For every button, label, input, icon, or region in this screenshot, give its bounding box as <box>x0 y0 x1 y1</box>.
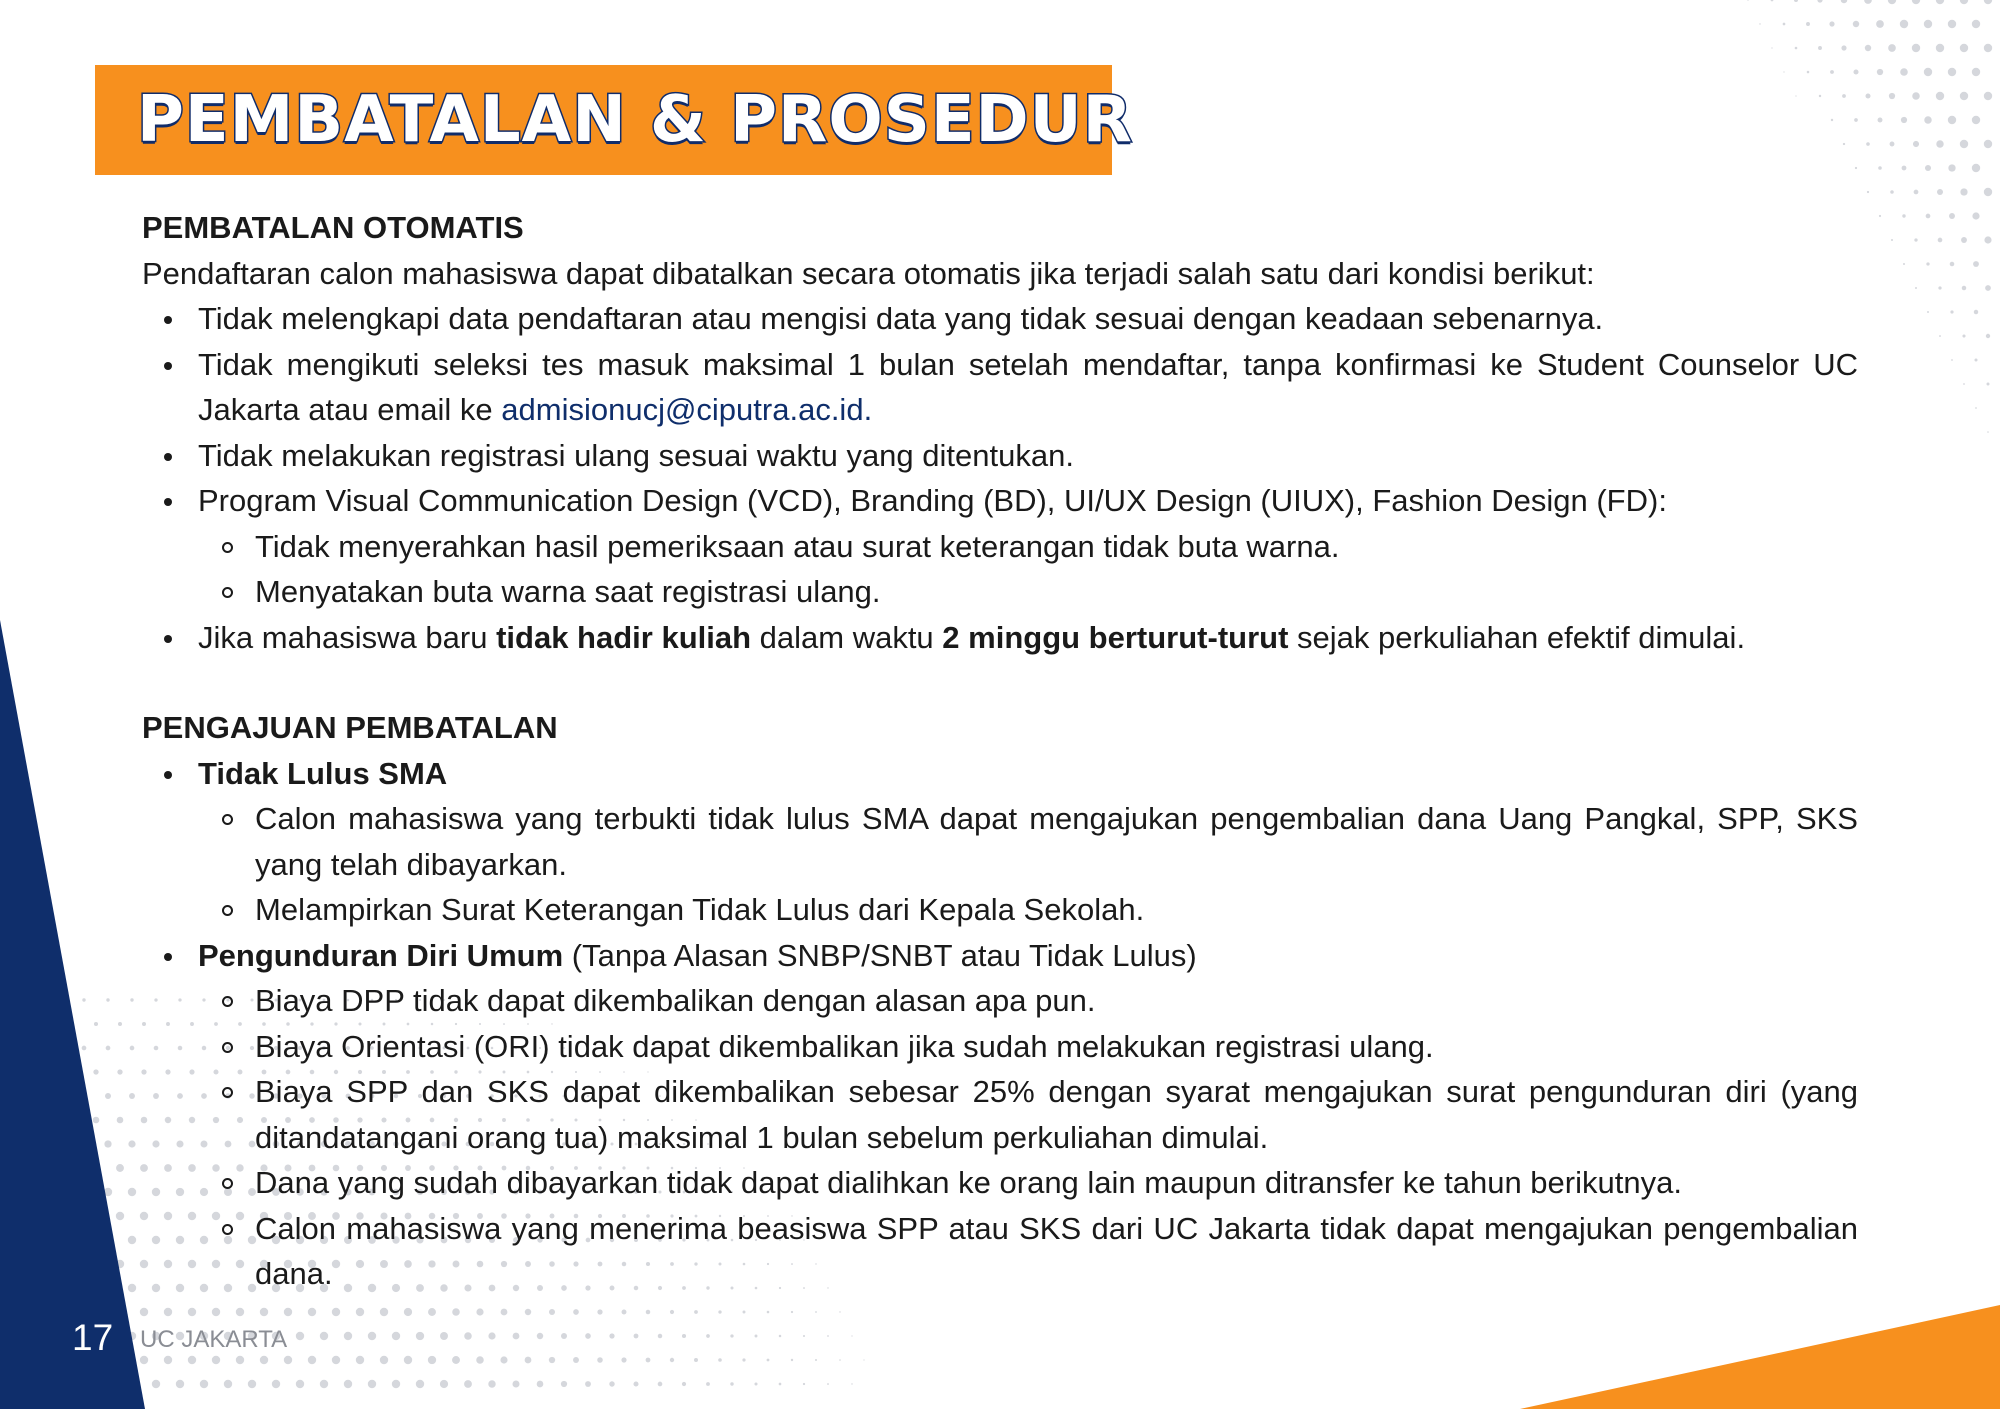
decor-dot <box>116 1212 124 1220</box>
decor-dot <box>718 1358 722 1362</box>
decor-dot <box>1807 71 1810 74</box>
decor-dot <box>1889 93 1895 99</box>
decor-dot <box>1972 164 1980 172</box>
decor-dot <box>1878 118 1883 123</box>
sub-list-item: Biaya DPP tidak dapat dikembalikan dengan alasan apa pun. <box>198 978 1858 1024</box>
decor-dot <box>767 1359 770 1362</box>
decor-dot <box>82 998 85 1001</box>
decor-dot <box>129 1093 135 1099</box>
decor-dot <box>585 1381 591 1387</box>
decor-dot <box>404 1308 412 1316</box>
decor-dot <box>1855 167 1857 169</box>
decor-dot <box>1973 261 1979 267</box>
decor-dot <box>1984 236 1991 243</box>
decor-dot <box>1974 310 1978 314</box>
decor-dot <box>742 1358 745 1361</box>
decor-dot <box>1771 0 1774 1</box>
decor-dot <box>694 1358 698 1362</box>
decor-dot <box>609 1381 614 1386</box>
decor-dot <box>1830 70 1834 74</box>
decor-dot <box>1902 214 1905 217</box>
decor-dot <box>839 1311 840 1312</box>
decor-dot <box>1960 140 1968 148</box>
decor-dot <box>128 1140 135 1147</box>
decor-dot <box>128 1236 136 1244</box>
decor-dot <box>1879 215 1881 217</box>
decor-dot <box>392 1380 400 1388</box>
decor-dot <box>308 1308 316 1316</box>
decor-dot <box>706 1382 710 1386</box>
decor-dot <box>1960 44 1968 52</box>
decor-dot <box>1987 431 1989 433</box>
section-heading-cancellation-request: PENGAJUAN PEMBATALAN <box>142 710 558 745</box>
decor-dot <box>1939 335 1941 337</box>
decor-dot <box>500 1356 507 1363</box>
decor-dot <box>1986 334 1990 338</box>
decor-dot <box>1829 21 1834 26</box>
page-number: 17 <box>72 1317 114 1358</box>
decor-dot <box>646 1358 651 1363</box>
decor-dot <box>1972 68 1980 76</box>
decor-dot <box>1960 0 1968 4</box>
decor-dot <box>356 1356 364 1364</box>
decor-dot <box>803 1335 805 1337</box>
decor-dot <box>1948 20 1956 28</box>
decor-dot <box>1951 359 1953 361</box>
decor-dot <box>1984 140 1992 148</box>
decor-dot <box>561 1381 567 1387</box>
decor-dot <box>682 1382 686 1386</box>
decor-dot <box>1866 142 1870 146</box>
decor-dot <box>633 1381 638 1386</box>
title-banner <box>95 65 1133 175</box>
decor-dot <box>1926 214 1931 219</box>
decor-dot <box>573 1357 579 1363</box>
decor-dot <box>839 1359 841 1361</box>
decor-dot <box>296 1332 304 1340</box>
decor-dot <box>525 1357 532 1364</box>
decor-dot <box>1948 164 1955 171</box>
decor-dot <box>404 1356 412 1364</box>
decor-dot <box>1984 188 1992 196</box>
decor-dot <box>609 1333 614 1338</box>
decor-dot <box>1924 20 1932 28</box>
decor-dot <box>1854 118 1858 122</box>
decor-dot <box>573 1309 579 1315</box>
decor-dot <box>1878 166 1882 170</box>
decor-dot <box>106 1046 111 1051</box>
decor-dot <box>537 1333 543 1339</box>
list-item: Pengunduran Diri Umum (Tanpa Alasan SNBP/SNBT atau Tidak Lulus) Biaya DPP tidak dapat dikembalikan dengan alasan apa pun. Biaya Orientasi (ORI) tidak dapat dikembalikan jika sudah melakukan registrasi ulang. Biaya SPP dan SKS dapat dikembalikan sebesar 25% dengan syarat mengajukan surat pengunduran diri (yang ditandatangani orang tua) maksimal 1 bulan sebelum perkuliahan dimulai. Dana yang sudah dibayarkan tidak dapat dialihkan ke orang lain maupun ditransfer ke tahun berikutnya. Calon mahasiswa yang menerima beasiswa SPP atau SKS dari UC Jakarta tidak dapat mengajukan pengembalian dana. <box>142 933 1858 1297</box>
decor-dot <box>1950 310 1953 313</box>
decor-dot <box>82 1046 87 1051</box>
list-item: Program Visual Communication Design (VCD), Branding (BD), UI/UX Design (UIUX), Fashion Design (FD): Tidak menyerahkan hasil pemeriksaan atau surat keterangan tidak buta warna. Menyatakan buta warna saat registrasi ulang. <box>142 478 1858 615</box>
decor-dot <box>682 1334 686 1338</box>
list-item: Tidak Lulus SMA Calon mahasiswa yang terbukti tidak lulus SMA dapat mengajukan pengembalian dana Uang Pangkal, SPP, SKS yang telah dibayarkan. Melampirkan Surat Keterangan Tidak Lulus dari Kepala Sekolah. <box>142 751 1858 933</box>
decor-dot <box>1963 383 1965 385</box>
decor-dot <box>827 1383 829 1385</box>
decor-dot <box>464 1380 472 1388</box>
decor-dot <box>332 1356 340 1364</box>
decor-dot <box>416 1332 424 1340</box>
decor-dot <box>815 1359 817 1361</box>
decor-dot <box>791 1311 793 1313</box>
decor-dot <box>200 1380 208 1388</box>
decor-dot <box>1914 190 1919 195</box>
decor-dot <box>1783 71 1784 72</box>
decor-dot <box>779 1383 782 1386</box>
decor-dot <box>1853 69 1858 74</box>
decor-dot <box>1915 287 1917 289</box>
decor-dot <box>597 1309 602 1314</box>
decor-dot <box>116 1164 124 1172</box>
decor-dot <box>851 1383 852 1384</box>
decor-dot <box>1949 213 1955 219</box>
decor-dot <box>428 1356 436 1364</box>
decor-dot <box>296 1380 304 1388</box>
decor-dot <box>1974 358 1977 361</box>
decor-dot <box>140 1356 148 1364</box>
decor-dot <box>1864 0 1872 4</box>
decor-dot <box>130 1046 135 1051</box>
decor-dot <box>1987 383 1990 386</box>
decor-dot <box>1903 263 1905 265</box>
decor-dot <box>152 1380 160 1388</box>
cancellation-request-list <box>142 751 1858 1297</box>
decor-dot <box>1937 189 1943 195</box>
main-content <box>142 205 1858 1297</box>
decor-dot <box>1842 94 1846 98</box>
sub-list <box>198 796 1858 933</box>
decor-dot <box>1747 0 1748 1</box>
decor-dot <box>1936 92 1944 100</box>
decor-dot <box>730 1334 733 1337</box>
decor-dot <box>1924 116 1931 123</box>
decor-dot <box>1843 143 1845 145</box>
decor-dot <box>1900 68 1908 76</box>
decor-dot <box>670 1310 674 1314</box>
decor-dot <box>755 1335 758 1338</box>
decor-dot <box>779 1335 782 1338</box>
decor-dot <box>128 1188 136 1196</box>
decor-dot <box>1927 311 1929 313</box>
decor-dot <box>1985 285 1991 291</box>
decor-dot <box>1961 237 1967 243</box>
list-item: Jika mahasiswa baru tidak hadir kuliah dalam waktu 2 minggu berturut-turut sejak perkuliahan efektif dimulai. <box>142 615 1858 661</box>
decor-dot <box>622 1310 627 1315</box>
section-heading-automatic-cancellation: PEMBATALAN OTOMATIS <box>142 210 524 245</box>
decor-dot <box>1962 334 1965 337</box>
decor-dot <box>212 1308 220 1316</box>
decor-dot <box>94 1022 98 1026</box>
decor-dot <box>476 1308 483 1315</box>
decor-dot <box>1901 117 1907 123</box>
decor-dot <box>1912 92 1920 100</box>
sub-list <box>198 978 1858 1297</box>
decor-dot <box>597 1357 603 1363</box>
decor-dot <box>501 1309 508 1316</box>
decor-dot <box>1984 44 1992 52</box>
decor-dot <box>248 1380 256 1388</box>
decor-dot <box>164 1356 172 1364</box>
decor-dot <box>1912 0 1920 4</box>
decor-dot <box>416 1380 424 1388</box>
sub-list-item: Melampirkan Surat Keterangan Tidak Lulus dari Kepala Sekolah. <box>198 887 1858 933</box>
decor-dot <box>585 1333 591 1339</box>
decor-dot <box>368 1332 376 1340</box>
decor-dot <box>1936 0 1944 4</box>
decor-dot <box>791 1359 793 1361</box>
decor-dot <box>621 1357 626 1362</box>
decor-dot <box>513 1333 520 1340</box>
decor-dot <box>1841 45 1846 50</box>
decor-dot <box>1890 190 1894 194</box>
decor-dot <box>236 1356 244 1364</box>
decor-dot <box>104 1140 111 1147</box>
decor-dot <box>356 1308 364 1316</box>
decor-dot <box>1975 407 1977 409</box>
decor-dot <box>188 1308 196 1316</box>
decor-dot <box>392 1332 400 1340</box>
sub-list-item: Biaya Orientasi (ORI) tidak dapat dikembalikan jika sudah melakukan registrasi ulang. <box>198 1024 1858 1070</box>
decor-dot <box>1877 69 1883 75</box>
decor-dot <box>754 1382 757 1385</box>
decor-dot <box>224 1380 232 1388</box>
decor-dot <box>176 1380 184 1388</box>
decor-dot <box>1925 165 1931 171</box>
decor-dot <box>1783 23 1786 26</box>
decor-dot <box>1876 20 1884 28</box>
footer-brand: UC JAKARTA <box>140 1326 288 1353</box>
decor-dot <box>1962 286 1967 291</box>
decor-dot <box>1902 166 1907 171</box>
decor-dot <box>140 1308 148 1316</box>
decor-dot <box>130 998 133 1001</box>
decor-dot <box>128 1284 136 1292</box>
decor-dot <box>803 1383 805 1385</box>
list-item: Tidak mengikuti seleksi tes masuk maksimal 1 bulan setelah mendaftar, tanpa konfirmasi ke Student Counselor UC Jakarta atau email ke admisionucj@ciputra.ac.id. <box>142 342 1858 433</box>
decor-dot <box>525 1309 531 1315</box>
decor-dot <box>1888 0 1896 4</box>
decor-dot <box>730 1382 733 1385</box>
decor-dot <box>1795 95 1796 96</box>
decor-dot <box>488 1332 495 1339</box>
decor-dot <box>272 1380 280 1388</box>
decor-dot <box>308 1356 316 1364</box>
decor-dot <box>1914 238 1917 241</box>
decor-dot <box>1900 20 1908 28</box>
decor-dot <box>1936 140 1943 147</box>
decor-dot <box>1818 46 1822 50</box>
decor-dot <box>1972 116 1980 124</box>
automatic-cancellation-list <box>142 296 1858 660</box>
decor-dot <box>1912 44 1920 52</box>
decor-dot <box>1972 20 1980 28</box>
decor-dot <box>428 1308 436 1316</box>
decor-dot <box>634 1334 639 1339</box>
decor-dot <box>452 1356 460 1364</box>
decor-dot <box>380 1308 388 1316</box>
decor-dot <box>1891 239 1893 241</box>
decor-dot <box>320 1332 328 1340</box>
decor-dot <box>1948 116 1956 124</box>
list-item: Tidak melengkapi data pendaftaran atau mengisi data yang tidak sesuai dengan keadaan sebenarnya. <box>142 296 1858 342</box>
sub-list-item: Biaya SPP dan SKS dapat dikembalikan sebesar 25% dengan syarat mengajukan surat pengunduran diri (yang ditandatangani orang tua) maksimal 1 bulan sebelum perkuliahan dimulai. <box>198 1069 1858 1160</box>
decor-dot <box>743 1311 746 1314</box>
decor-dot <box>118 1022 122 1026</box>
decor-dot <box>1831 119 1833 121</box>
decor-dot <box>561 1333 567 1339</box>
decor-dot <box>212 1356 220 1364</box>
section-spacer <box>142 660 1858 705</box>
decor-dot <box>236 1308 244 1316</box>
decor-dot <box>368 1380 376 1388</box>
navy-side-shape <box>0 620 145 1409</box>
sub-list-item: Tidak menyerahkan hasil pemeriksaan atau surat keterangan tidak buta warna. <box>198 524 1858 570</box>
decor-dot <box>767 1311 770 1314</box>
decor-dot <box>1972 212 1979 219</box>
decor-dot <box>1759 23 1760 24</box>
decor-dot <box>332 1308 340 1316</box>
decor-dot <box>488 1380 495 1387</box>
decor-dot <box>827 1335 829 1337</box>
decor-dot <box>1926 262 1929 265</box>
decor-dot <box>694 1310 698 1314</box>
decor-dot <box>549 1309 555 1315</box>
decor-dot <box>1984 92 1992 100</box>
decor-dot <box>260 1356 268 1364</box>
decor-dot <box>105 1093 111 1099</box>
decor-dot <box>1795 47 1798 50</box>
decor-dot <box>93 1069 98 1074</box>
decor-dot <box>106 998 109 1001</box>
decor-dot <box>117 1069 122 1074</box>
page-title: PEMBATALAN & PROSEDUR <box>137 83 1133 157</box>
decor-dot <box>440 1380 448 1388</box>
sub-list-item: Calon mahasiswa yang menerima beasiswa SPP atau SKS dari UC Jakarta tidak dapat mengajukan pengembalian dana. <box>198 1206 1858 1297</box>
decor-dot <box>1865 45 1871 51</box>
decor-dot <box>320 1380 328 1388</box>
decor-dot <box>1841 0 1848 3</box>
decor-dot <box>117 1117 124 1124</box>
admission-email-link[interactable]: admisionucj@ciputra.ac.id. <box>501 392 873 427</box>
decor-dot <box>537 1381 544 1388</box>
decor-dot <box>851 1335 852 1336</box>
decor-dot <box>1913 141 1919 147</box>
decor-dot <box>284 1356 292 1364</box>
decor-dot <box>646 1310 651 1315</box>
list-item: Tidak melakukan registrasi ulang sesuai waktu yang ditentukan. <box>142 433 1858 479</box>
decor-dot <box>1819 95 1821 97</box>
decor-dot <box>1936 44 1944 52</box>
decor-dot <box>260 1308 268 1316</box>
decor-dot <box>1984 0 1992 4</box>
decor-dot <box>344 1380 352 1388</box>
decor-dot <box>1890 142 1895 147</box>
decor-dot <box>1924 68 1932 76</box>
decor-dot <box>1806 22 1810 26</box>
sub-list-item: Calon mahasiswa yang terbukti tidak lulus SMA dapat mengajukan pengembalian dana Uang Pangkal, SPP, SKS yang telah dibayarkan. <box>198 796 1858 887</box>
decor-dot <box>549 1357 555 1363</box>
decor-dot <box>1853 21 1859 27</box>
decor-dot <box>1950 262 1955 267</box>
decor-dot <box>1948 68 1956 76</box>
decor-dot <box>1960 188 1967 195</box>
decor-dot <box>1771 47 1772 48</box>
decor-dot <box>1867 191 1869 193</box>
decor-dot <box>284 1308 292 1316</box>
decor-dot <box>1960 92 1968 100</box>
decor-dot <box>658 1334 662 1338</box>
decor-dot <box>1794 0 1798 2</box>
decor-dot <box>1865 93 1870 98</box>
section-intro: Pendaftaran calon mahasiswa dapat dibatalkan secara otomatis jika terjadi salah satu dari kondisi berikut: <box>142 255 1595 291</box>
decor-dot <box>658 1382 663 1387</box>
decor-dot <box>863 1359 864 1360</box>
decor-dot <box>1888 44 1896 52</box>
decor-dot <box>344 1332 352 1340</box>
decor-dot <box>164 1308 172 1316</box>
decor-dot <box>380 1356 388 1364</box>
decor-dot <box>1938 286 1941 289</box>
orange-corner-shape <box>1520 1305 2000 1409</box>
decor-dot <box>440 1332 448 1340</box>
decor-dot <box>464 1332 472 1340</box>
decor-dot <box>670 1358 674 1362</box>
decor-dot <box>1938 238 1943 243</box>
sub-list-item: Dana yang sudah dibayarkan tidak dapat dialihkan ke orang lain maupun ditransfer ke tahun berikutnya. <box>198 1160 1858 1206</box>
decor-dot <box>476 1356 484 1364</box>
decor-dot <box>706 1334 710 1338</box>
decor-dot <box>452 1308 460 1316</box>
decor-dot <box>718 1310 721 1313</box>
decor-dot <box>512 1380 519 1387</box>
decor-dot <box>188 1356 196 1364</box>
decor-dot <box>93 1117 100 1124</box>
sub-list-item: Menyatakan buta warna saat registrasi ulang. <box>198 569 1858 615</box>
sub-list <box>198 524 1858 615</box>
decor-dot <box>1817 0 1822 3</box>
decor-dot <box>815 1311 817 1313</box>
